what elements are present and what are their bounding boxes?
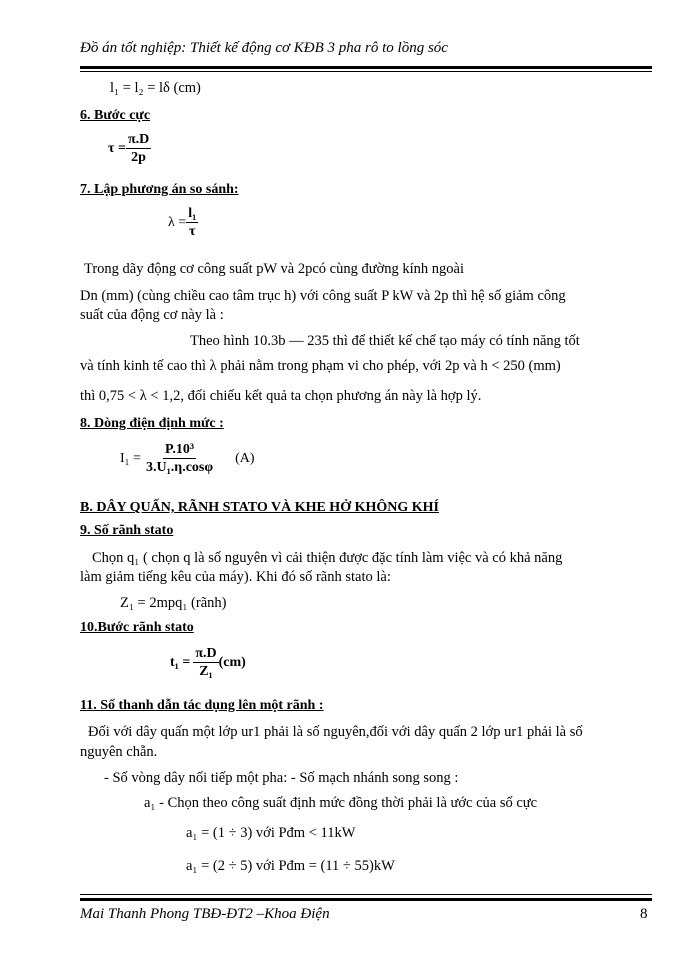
i1-numerator: P.10³ — [165, 442, 195, 457]
section-7-heading: 7. Lập phương án so sánh: — [80, 182, 239, 197]
paragraph-line: nguyên chẵn. — [80, 744, 158, 760]
i1-lhs: I₁ = — [120, 450, 141, 466]
paragraph-line: suất của động cơ này là : — [80, 307, 224, 323]
paragraph-line: làm giảm tiếng kêu của máy). Khi đó số rãnh stato là: — [80, 569, 391, 585]
i1-fraction — [144, 442, 215, 475]
paragraph-line: và tính kinh tế cao thì λ phải nằm trong phạm vi cho phép, với 2p và h < 250 (mm) — [80, 358, 561, 374]
tau-denominator: 2p — [131, 150, 146, 165]
t1-lhs: t₁ = — [170, 654, 191, 670]
footer-rule — [80, 898, 652, 901]
paragraph-line: Dn (mm) (cùng chiều cao tâm trục h) với công suất P kW và 2p thì hệ số giảm công — [80, 288, 566, 304]
parallel-branch-range: a₁ = (2 ÷ 5) với Pđm = (11 ÷ 55)kW — [186, 858, 395, 874]
header-rule — [80, 66, 652, 69]
tau-numerator: π.D — [127, 132, 150, 147]
lambda-denominator: τ — [189, 224, 196, 239]
length-equation: l₁ = l₂ = lδ (cm) — [110, 80, 201, 96]
paragraph-line: a₁ - Chọn theo công suất định mức đồng thời phải là ước của số cực — [144, 795, 538, 811]
section-8-heading: 8. Dòng điện định mức : — [80, 416, 224, 431]
section-6-heading: 6. Bước cực — [80, 108, 151, 123]
paragraph-line: thì 0,75 < λ < 1,2, đối chiếu kết quả ta chọn phương án này là hợp lý. — [80, 388, 482, 404]
tau-lhs: τ = — [108, 140, 126, 156]
paragraph-line: Chọn q₁ ( chọn q là số nguyên vì cải thiện được đặc tính làm việc và có khả năng — [92, 550, 563, 566]
page-header: Đồ án tốt nghiệp: Thiết kế động cơ KĐB 3 pha rô to lồng sóc — [80, 40, 448, 56]
footer-rule-thin — [80, 894, 652, 895]
tau-fraction — [126, 132, 151, 165]
pole-pitch-formula — [108, 132, 151, 165]
section-9-heading: 9. Số rãnh stato — [80, 523, 174, 538]
paragraph-line: Đối với dây quấn một lớp ur1 phải là số nguyên,đối với dây quấn 2 lớp ur1 phải là số — [88, 724, 583, 740]
lambda-fraction — [186, 206, 198, 239]
header-rule-thin — [80, 71, 652, 72]
paragraph-line: - Số vòng dây nối tiếp một pha: - Số mạch nhánh song song : — [104, 770, 459, 786]
rated-current-formula — [120, 442, 255, 475]
i1-denominator: 3.U₁.η.cosφ — [145, 460, 214, 475]
section-11-heading: 11. Số thanh dẫn tác dụng lên một rãnh : — [80, 698, 324, 713]
t1-unit: (cm) — [218, 654, 246, 670]
section-b-heading: B. DÂY QUẤN, RÃNH STATO VÀ KHE HỞ KHÔNG KHÍ — [80, 500, 439, 515]
page-number: 8 — [640, 906, 648, 922]
section-10-heading: 10.Bước rãnh stato — [80, 620, 194, 635]
lambda-lhs: λ = — [168, 214, 187, 230]
lambda-formula — [168, 206, 198, 239]
t1-fraction — [193, 646, 218, 679]
slot-count-formula: Z₁ = 2mpq₁ (rãnh) — [120, 595, 227, 611]
t1-denominator: Z₁ — [199, 664, 213, 679]
lambda-numerator: l₁ — [188, 206, 197, 221]
paragraph-line: Trong dãy động cơ công suất pW và 2pcó cùng đường kính ngoài — [84, 261, 465, 277]
paragraph-line: Theo hình 10.3b — 235 thì để thiết kế chế tạo máy có tính năng tốt — [190, 333, 580, 349]
t1-numerator: π.D — [195, 646, 217, 661]
parallel-branch-range: a₁ = (1 ÷ 3) với Pđm < 11kW — [186, 825, 356, 841]
i1-unit: (A) — [235, 450, 255, 466]
slot-pitch-formula — [170, 646, 246, 679]
page-footer: Mai Thanh Phong TBĐ-ĐT2 –Khoa Điện — [80, 906, 330, 922]
